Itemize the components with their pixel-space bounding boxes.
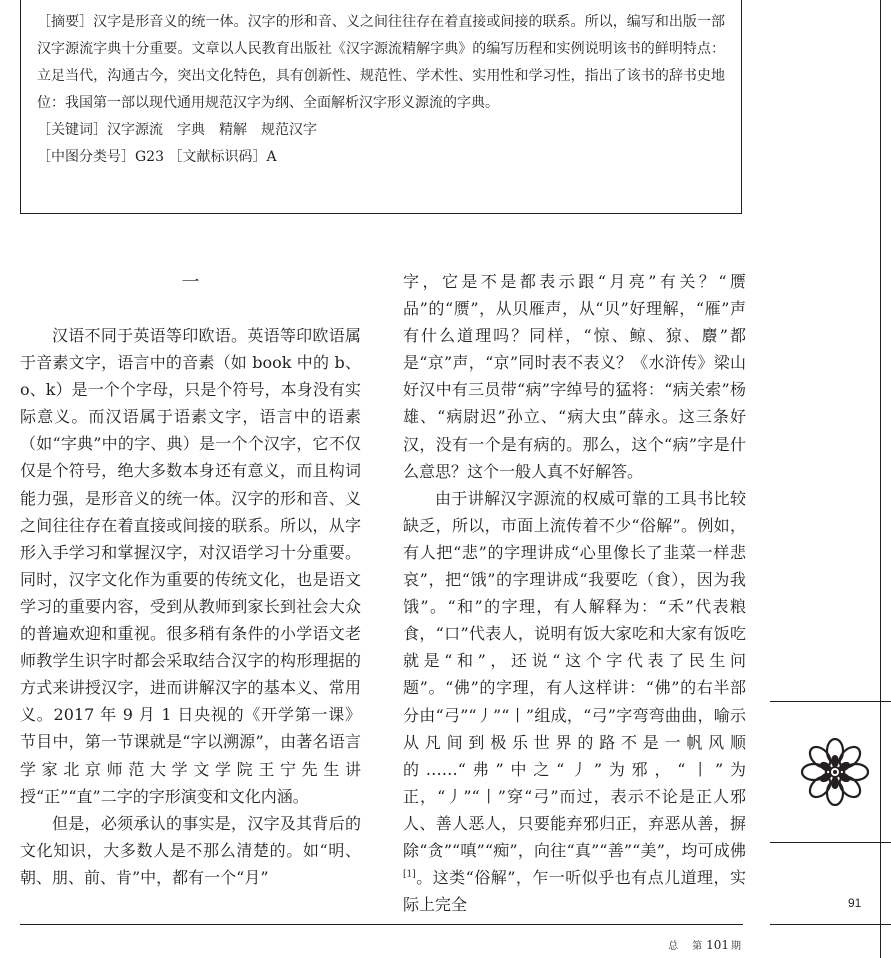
classification: ［中图分类号］G23 ［文献标识码］A	[37, 149, 277, 165]
paragraph: 汉语不同于英语等印欧语。英语等印欧语属于音素文字，语言中的音素（如 book 中的 b、o、k）是一个个字母，只是个符号，本身没有实际意义。而汉语属于语素文字，语言中的语素（如“字典”中的字、典）是一个个汉字，它不仅仅是个符号，绝大多数本身还有意义，而且构词能力强，是形音义的统一体。汉字的形和音、义之间往往存在着直接或间接的联系。所以，从字形入手学习和掌握汉字，对汉语学习十分重要。同时，汉字文化作为重要的传统文化，也是语文学习的重要内容，受到从教师到家长到社会大众的普遍欢迎和重视。很多稍有条件的小学语文老师教学生识字时都会采取结合汉字的构形理据的方式来讲授汉字，进而讲解汉字的基本义、常用义。2017 年 9 月 1 日央视的《开学第一课》节目中，第一节课就是“字以溯源”，由著名语言学家北京师范大学文学院王宁先生讲授“正”“直”二字的字形演变和文化内涵。	[20, 326, 361, 806]
paragraph-text: 由于讲解汉字源流的权威可靠的工具书比较缺乏，所以，市面上流传着不少“俗解”。例如，有人把“悲”的字理讲成“心里像长了韭菜一样悲哀”，把“饿”的字理讲成“我要吃（食），因为我饿”。“和”的字理，有人解释为：“禾”代表粮食，“口”代表人，说明有饭大家吃和大家有饭吃就是“和”，还说“这个字代表了民生问题”。“佛”的字理，有人这样讲：“佛”的右半部分由“弓”“丿”“丨”组成，“弓”字弯弯曲曲，喻示从凡间到极乐世界的路不是一帆风顺的……“弗”中之“丿”为邪，“丨”为正，“丿”“丨”穿“弓”而过，表示不论是正人邪人、善人恶人，只要能弃邪归正，弃恶从善，摒除“贪”“嗔”“痴”，向往“真”“善”“美”，均可成佛	[403, 488, 746, 860]
flower-ornament-icon	[798, 738, 872, 806]
left-column	[20, 268, 361, 891]
issue-label	[668, 937, 743, 952]
issue-suffix: 期	[731, 941, 743, 952]
paragraph	[403, 485, 746, 919]
paragraph: 但是，必须承认的事实是，汉字及其背后的文化知识，大多数人是不那么清楚的。如“明、朝、朋、前、肯”中，都有一个“月”	[20, 813, 361, 887]
abstract-text: ［摘要］汉字是形音义的统一体。汉字的形和音、义之间往往存在着直接或间接的联系。所以，编写和出版一部汉字源流字典十分重要。文章以人民教育出版社《汉字源流精解字典》的编写历程和实例说明该书的鲜明特点：立足当代，沟通古今，突出文化特色，具有创新性、规范性、学术性、实用性和学习性，指出了该书的辞书史地位：我国第一部以现代通用规范汉字为纲、全面解析汉字形义源流的字典。	[37, 14, 725, 111]
side-rule	[770, 842, 891, 843]
section-number: 一	[181, 272, 200, 293]
page-number: 91	[848, 896, 862, 910]
keywords: ［关键词］汉字源流 字典 精解 规范汉字	[37, 122, 317, 138]
side-divider	[880, 0, 881, 958]
paragraph-text-tail: 。这类“俗解”，乍一听似乎也有点儿道理，实际上完全	[403, 868, 746, 915]
issue-number: 101	[706, 938, 729, 952]
side-rule	[770, 924, 891, 925]
side-rule	[770, 701, 891, 702]
paragraph: 字，它是不是都表示跟“月亮”有关？“赝品”的“赝”，从贝雁声，从“贝”好理解，“雁”声有什么道理吗？同样，“惊、鲸、猄、麖”都是“京”声，“京”同时表不表义？《水浒传》梁山好汉中有三员带“病”字绰号的猛将：“病关索”杨雄、“病尉迟”孙立、“病大虫”薛永。这三条好汉，没有一个是有病的。那么，这个“病”字是什么意思？这个一般人真不好解答。	[403, 272, 746, 481]
footnote-marker[interactable]: [1]	[403, 869, 416, 880]
bottom-rule	[20, 924, 743, 925]
issue-prefix: 总 第	[668, 941, 705, 952]
abstract-box	[20, 0, 742, 214]
right-column	[403, 268, 746, 918]
